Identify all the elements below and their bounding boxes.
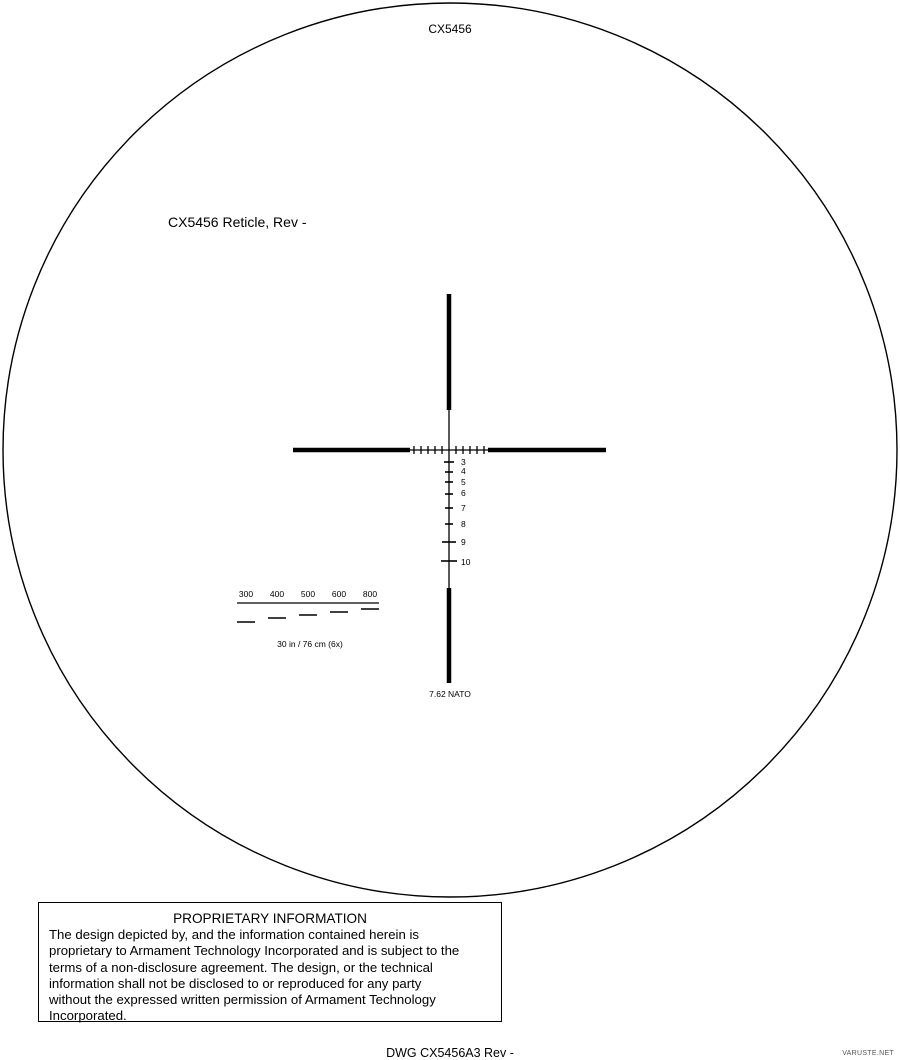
range-finder: [237, 589, 379, 649]
bdc-label: 8: [461, 519, 466, 529]
source-credit: VARUSTE.NET: [842, 1050, 894, 1057]
caliber-label: 7.62 NATO: [429, 689, 471, 699]
notice-line: proprietary to Armament Technology Incorporated and is subject to the: [49, 943, 460, 959]
bdc-labels: [461, 457, 471, 567]
bdc-label: 5: [461, 477, 466, 487]
bdc-label: 4: [461, 466, 466, 476]
bdc-label: 9: [461, 537, 466, 547]
range-finder-caption: 30 in / 76 cm (6x): [277, 639, 343, 649]
bdc-label: 7: [461, 503, 466, 513]
drawing-number: DWG CX5456A3 Rev -: [386, 1046, 514, 1060]
notice-line: terms of a non-disclosure agreement. The design, or the technical: [49, 959, 433, 975]
range-label: 600: [331, 589, 347, 599]
notice-title: PROPRIETARY INFORMATION: [173, 911, 367, 926]
range-label: 300: [238, 589, 254, 599]
bdc-label: 3: [461, 457, 466, 467]
top-label: CX5456: [428, 22, 472, 36]
bdc-label: 6: [461, 488, 466, 498]
range-label: 800: [362, 589, 378, 599]
notice-line: without the expressed written permission of Armament Technology: [49, 992, 436, 1008]
reticle-title: CX5456 Reticle, Rev -: [168, 214, 307, 230]
notice-line: Incorporated.: [49, 1008, 127, 1024]
range-label: 500: [300, 589, 316, 599]
bdc-label: 10: [461, 557, 471, 567]
crosshair: [293, 294, 606, 683]
range-labels: [239, 589, 377, 599]
notice-line: information shall not be disclosed to or reproduced for any party: [49, 975, 422, 991]
proprietary-notice: [38, 902, 502, 1022]
range-finder-bars: [237, 609, 379, 622]
notice-body: [49, 927, 501, 1024]
range-label: 400: [269, 589, 285, 599]
notice-line: The design depicted by, and the information contained herein is: [49, 927, 419, 943]
